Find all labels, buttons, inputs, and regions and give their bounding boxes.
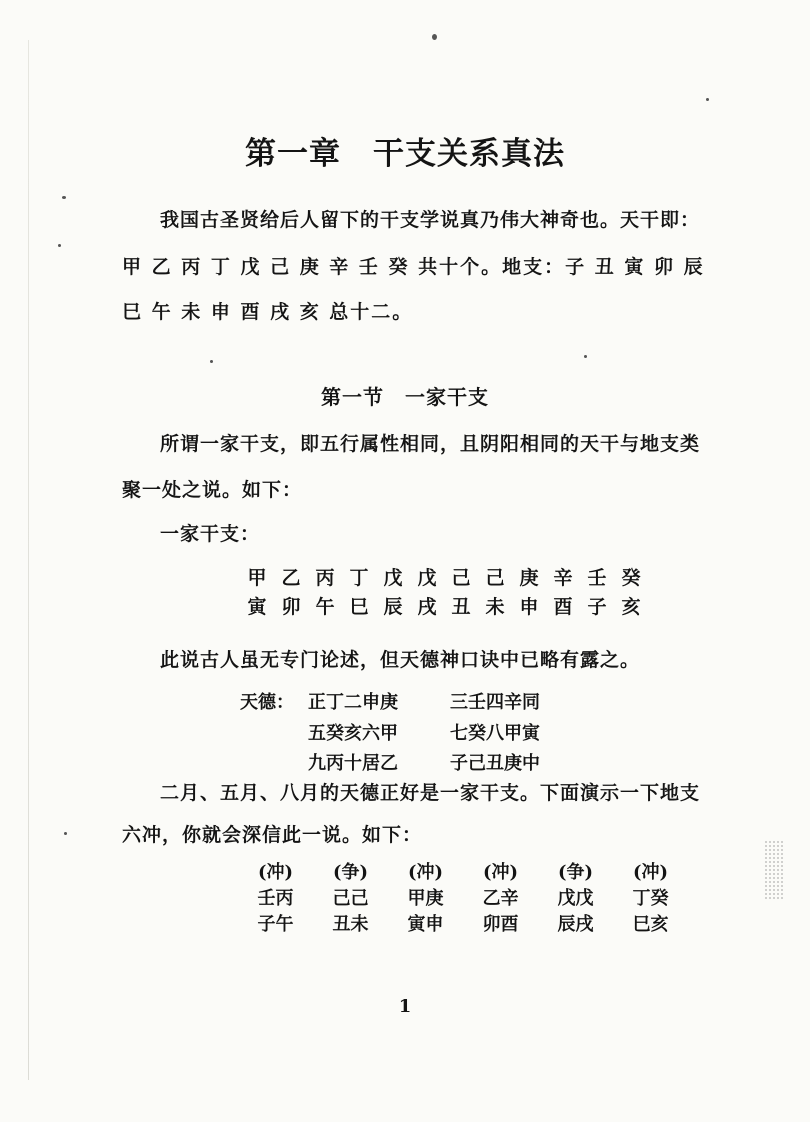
stem-cell: 丙	[315, 567, 335, 589]
section-para-line-1: 所谓一家干支，即五行属性相同，且阴阳相同的天干与地支类	[160, 433, 701, 455]
months-para-line-2: 六冲，你就会深信此一说。如下：	[122, 824, 423, 846]
tiande-row-3-b: 子己丑庚中	[450, 753, 540, 774]
chong-stems: 己己	[332, 888, 369, 909]
section-title: 第一节 一家干支	[321, 385, 489, 409]
stem-cell: 己	[485, 567, 505, 589]
branch-cell: 戌	[417, 596, 437, 618]
scan-noise	[764, 840, 784, 900]
chong-branches: 寅申	[407, 914, 444, 935]
branch-cell: 午	[315, 596, 335, 618]
branch-cell: 未	[485, 596, 505, 618]
stem-cell: 戊	[417, 567, 437, 589]
chong-tag: (冲)	[632, 862, 669, 883]
page-number: 1	[398, 996, 412, 1017]
branch-cell: 卯	[281, 596, 301, 618]
stem-cell: 庚	[519, 567, 539, 589]
scan-speck	[210, 360, 213, 363]
scan-speck	[432, 34, 437, 40]
stem-cell: 癸	[621, 567, 641, 589]
branch-cell: 丑	[451, 596, 471, 618]
chong-stems: 戊戊	[557, 888, 594, 909]
chong-tag: (争)	[557, 862, 594, 883]
section-para-line-2: 聚一处之说。如下：	[122, 479, 303, 501]
yijia-label: 一家干支：	[160, 523, 261, 545]
yijia-table	[240, 563, 648, 619]
chong-branches: 子午	[257, 914, 294, 935]
stem-cell: 戊	[383, 567, 403, 589]
chong-stems: 甲庚	[407, 888, 444, 909]
chong-column	[538, 860, 613, 938]
chong-column	[613, 860, 688, 938]
chong-column	[388, 860, 463, 938]
branch-cell: 申	[519, 596, 539, 618]
scan-speck	[64, 832, 67, 835]
chong-branches: 丑未	[332, 914, 369, 935]
chong-tag: (冲)	[407, 862, 444, 883]
chong-table	[238, 860, 688, 938]
intro-line-3: 巳 午 未 申 酉 戌 亥 总十二。	[122, 301, 414, 323]
tiande-row-2-a: 五癸亥六甲	[308, 723, 398, 744]
chong-column	[463, 860, 538, 938]
chong-column	[313, 860, 388, 938]
intro-line-1: 我国古圣贤给后人留下的干支学说真乃伟大神奇也。天干即：	[160, 209, 701, 231]
chong-column	[238, 860, 313, 938]
scan-edge-line	[28, 40, 29, 1080]
chong-tag: (争)	[332, 862, 369, 883]
stem-cell: 壬	[587, 567, 607, 589]
intro-line-2: 甲 乙 丙 丁 戊 己 庚 辛 壬 癸 共十个。地支：子 丑 寅 卯 辰	[122, 256, 705, 278]
stem-cell: 丁	[349, 567, 369, 589]
note-line: 此说古人虽无专门论述，但天德神口诀中已略有露之。	[160, 649, 641, 671]
tiande-row-1-a: 正丁二申庚	[308, 692, 398, 713]
stem-cell: 乙	[281, 567, 301, 589]
chapter-title: 第一章 干支关系真法	[245, 136, 565, 172]
chong-stems: 丁癸	[632, 888, 669, 909]
branch-cell: 亥	[621, 596, 641, 618]
chong-branches: 辰戌	[557, 914, 594, 935]
months-para-line-1: 二月、五月、八月的天德正好是一家干支。下面演示一下地支	[160, 782, 701, 804]
branches-row	[240, 592, 648, 619]
branch-cell: 子	[587, 596, 607, 618]
chong-stems: 壬丙	[257, 888, 294, 909]
branch-cell: 巳	[349, 596, 369, 618]
chong-stems: 乙辛	[482, 888, 519, 909]
stem-cell: 甲	[247, 567, 267, 589]
stem-cell: 辛	[553, 567, 573, 589]
tiande-row-1-b: 三壬四辛同	[450, 692, 540, 713]
branch-cell: 辰	[383, 596, 403, 618]
scan-speck	[58, 244, 61, 247]
tiande-row-2-b: 七癸八甲寅	[450, 723, 540, 744]
scan-speck	[584, 355, 587, 358]
scan-speck	[62, 196, 66, 199]
stem-cell: 己	[451, 567, 471, 589]
branch-cell: 寅	[247, 596, 267, 618]
tiande-label: 天德：	[240, 692, 294, 713]
branch-cell: 酉	[553, 596, 573, 618]
stems-row	[240, 563, 648, 590]
scan-speck	[706, 98, 709, 101]
chong-branches: 卯酉	[482, 914, 519, 935]
chong-tag: (冲)	[482, 862, 519, 883]
chong-tag: (冲)	[257, 862, 294, 883]
tiande-row-3-a: 九丙十居乙	[308, 753, 398, 774]
chong-branches: 巳亥	[632, 914, 669, 935]
